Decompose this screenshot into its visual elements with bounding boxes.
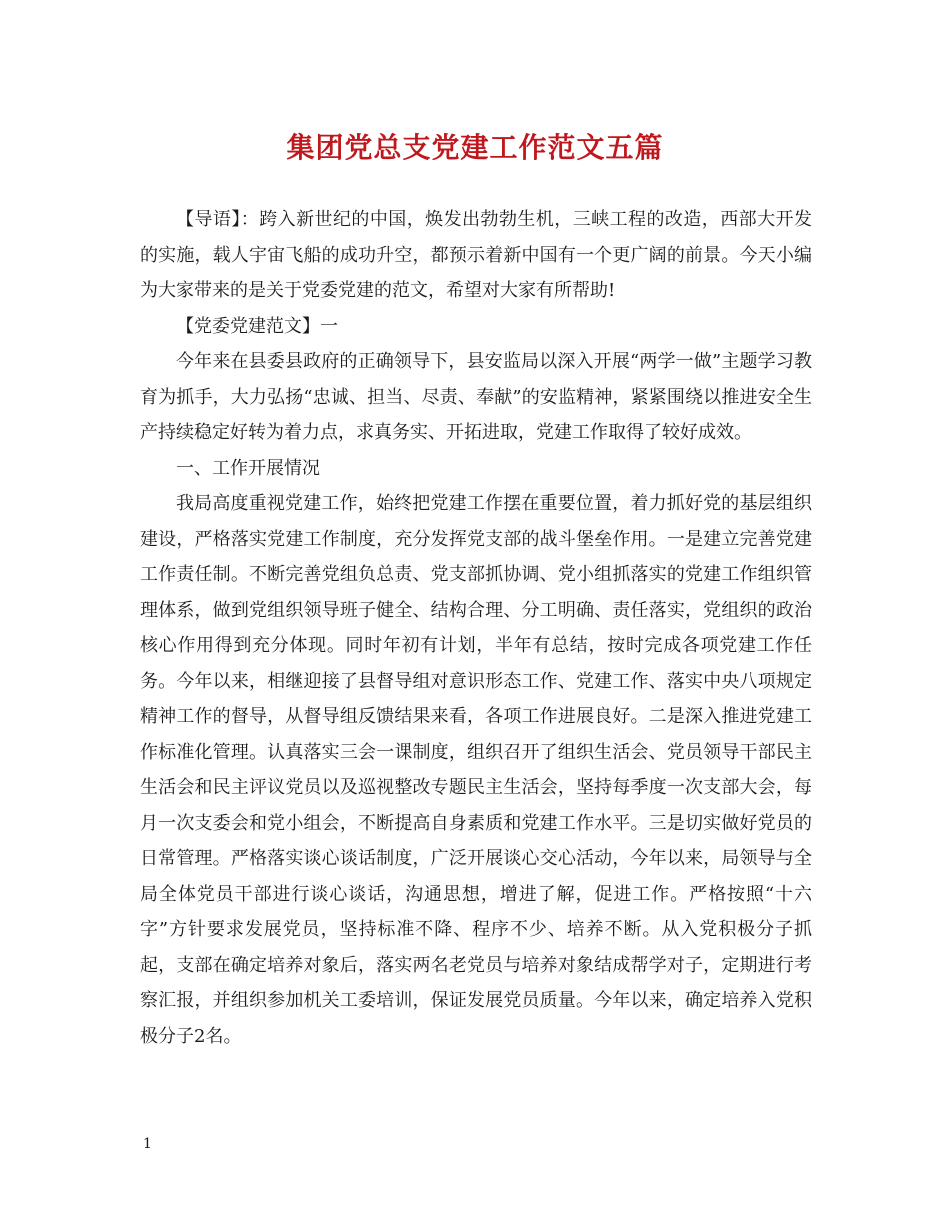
intro-paragraph: 【导语】：跨入新世纪的中国，焕发出勃勃生机，三峡工程的改造，西部大开发的实施，载人宇宙飞船的成功升空，都预示着新中国有一个更广阔的前景。今天小编为大家带来的是关于党委党建的范文，希望对大家有所帮助! (140, 209, 812, 301)
document-body (140, 202, 812, 1054)
work-progress-paragraph: 我局高度重视党建工作，始终把党建工作摆在重要位置，着力抓好党的基层组织建设，严格落实党建工作制度，充分发挥党支部的战斗堡垒作用。一是建立完善党建工作责任制。不断完善党组负总责、党支部抓协调、党小组抓落实的党建工作组织管理体系，做到党组织领导班子健全、结构合理、分工明确、责任落实，党组织的政治核心作用得到充分体现。同时年初有计划，半年有总结，按时完成各项党建工作任务。今年以来，相继迎接了县督导组对意识形态工作、党建工作、落实中央八项规定精神工作的督导，从督导组反馈结果来看，各项工作进展良好。二是深入推进党建工作标准化管理。认真落实三会一课制度，组织召开了组织生活会、党员领导干部民主生活会和民主评议党员以及巡视整改专题民主生活会，坚持每季度一次支部大会，每月一次支委会和党小组会，不断提高自身素质和党建工作水平。三是切实做好党员的日常管理。严格落实谈心谈话制度，广泛开展谈心交心活动，今年以来，局领导与全局全体党员干部进行谈心谈话，沟通思想，增进了解，促进工作。严格按照“十六字”方针要求发展党员，坚持标准不降、程序不少、培养不断。从入党积极分子抓起，支部在确定培养对象后，落实两名老党员与培养对象结成帮学对子，定期进行考察汇报，并组织参加机关工委培训，保证发展党员质量。今年以来，确定培养入党积极分子2名。 (140, 493, 812, 1047)
page-number: 1 (143, 1136, 152, 1152)
subheading-work-progress: 一、工作开展情况 (176, 457, 320, 479)
section-heading-sample-one: 【党委党建范文】一 (176, 315, 338, 337)
document-title: 集团党总支党建工作范文五篇 (286, 131, 664, 164)
overview-paragraph: 今年来在县委县政府的正确领导下，县安监局以深入开展“两学一做”主题学习教育为抓手，大力弘扬“忠诚、担当、尽责、奉献”的安监精神，紧紧围绕以推进安全生产持续稳定好转为着力点，求真务实、开拓进取，党建工作取得了较好成效。 (140, 351, 812, 443)
